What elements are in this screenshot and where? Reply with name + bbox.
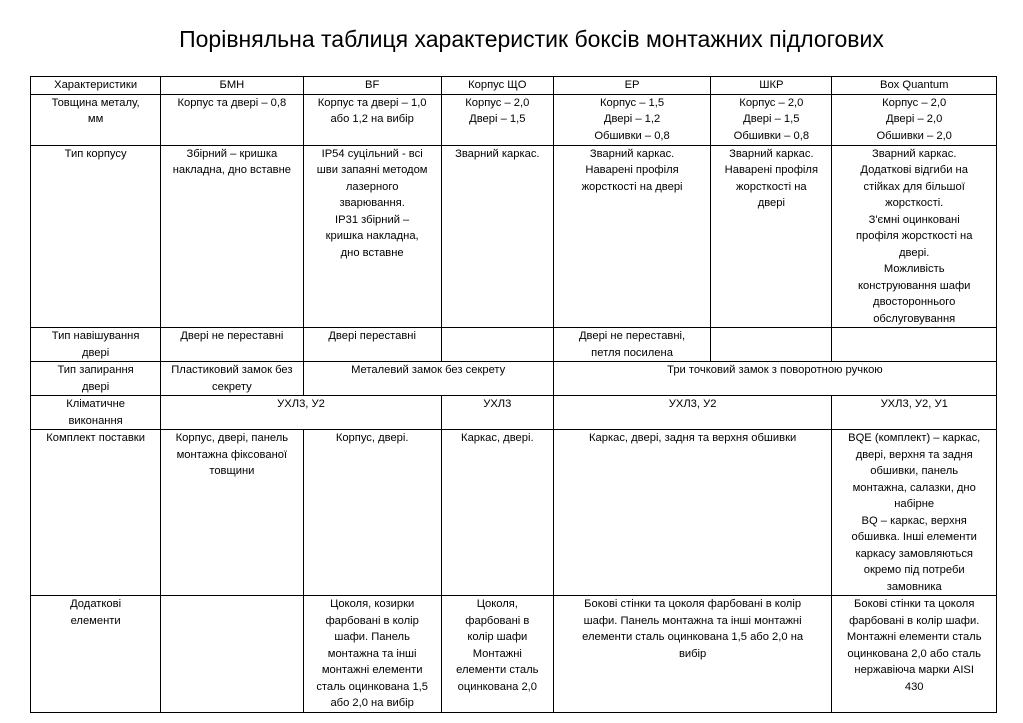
header-cell-shkr: ШКР <box>711 77 832 95</box>
cell-box-quantum: УХЛ3, У2, У1 <box>832 396 997 430</box>
cell-ep-shkr: Бокові стінки та цоколя фарбовані в колір шафи. Панель монтажна та інші монтажні елементи сталь оцинкована 1,5 або 2,0 на вибір <box>553 596 832 713</box>
cell-korpus-shcho <box>441 328 553 362</box>
cell-bmn-bf: УХЛ3, У2 <box>161 396 442 430</box>
cell-box-quantum: Зварний каркас. Додаткові відгиби на стійках для більшої жорсткості. З'ємні оцинковані профіля жорсткості на двері. Можливість конструювання шафи двостороннього обслуговування <box>832 145 997 328</box>
row-climate <box>31 396 997 430</box>
row-additional-elements <box>31 596 997 713</box>
header-cell-bmn: БМН <box>161 77 303 95</box>
cell-ep: Двері не переставні, петля посилена <box>553 328 710 362</box>
cell-bf: Корпус, двері. <box>303 430 441 596</box>
row-label: Товщина металу, мм <box>31 94 161 145</box>
cell-bf: Цоколя, козирки фарбовані в колір шафи. Панель монтажна та інші монтажні елементи сталь оцинкована 1,5 або 2,0 на вибір <box>303 596 441 713</box>
cell-bf: Двері переставні <box>303 328 441 362</box>
cell-ep: Зварний каркас. Наварені профіля жорсткості на двері <box>553 145 710 328</box>
cell-box-quantum <box>832 328 997 362</box>
cell-bmn: Двері не переставні <box>161 328 303 362</box>
cell-ep: Корпус – 1,5 Двері – 1,2 Обшивки – 0,8 <box>553 94 710 145</box>
cell-box-quantum: Бокові стінки та цоколя фарбовані в колір шафи. Монтажні елементи сталь оцинкована 2,0 або сталь нержавіюча марки AISI 430 <box>832 596 997 713</box>
row-locking-type <box>31 362 997 396</box>
cell-shkr: Зварний каркас. Наварені профіля жорсткості на двері <box>711 145 832 328</box>
header-row <box>31 77 997 95</box>
header-cell-box-quantum: Box Quantum <box>832 77 997 95</box>
cell-bmn: Пластиковий замок без секрету <box>161 362 303 396</box>
page-title: Порівняльна таблиця характеристик боксів монтажних підлогових <box>179 26 884 52</box>
cell-bmn <box>161 596 303 713</box>
cell-korpus-shcho: Цоколя, фарбовані в колір шафи Монтажні елементи сталь оцинкована 2,0 <box>441 596 553 713</box>
row-label: Тип навішування двері <box>31 328 161 362</box>
cell-korpus-shcho: Каркас, двері. <box>441 430 553 596</box>
row-label: Комплект поставки <box>31 430 161 596</box>
header-cell-korpus-shcho: Корпус ЩО <box>441 77 553 95</box>
header-cell-characteristics: Характеристики <box>31 77 161 95</box>
cell-bmn: Корпус та двері – 0,8 <box>161 94 303 145</box>
cell-korpus-shcho: Корпус – 2,0 Двері – 1,5 <box>441 94 553 145</box>
row-door-hanging <box>31 328 997 362</box>
cell-ep-shkr: УХЛ3, У2 <box>553 396 832 430</box>
cell-box-quantum: Корпус – 2,0 Двері – 2,0 Обшивки – 2,0 <box>832 94 997 145</box>
cell-bmn: Збірний – кришка накладна, дно вставне <box>161 145 303 328</box>
cell-korpus-shcho: УХЛ3 <box>441 396 553 430</box>
cell-box-quantum: BQE (комплект) – каркас, двері, верхня та задня обшивки, панель монтажна, салазки, дно набірне BQ – каркас, верхня обшивка. Інші елементи каркасу замовляються окремо під потреби замовника <box>832 430 997 596</box>
cell-ep-shkr: Каркас, двері, задня та верхня обшивки <box>553 430 832 596</box>
cell-shkr <box>711 328 832 362</box>
header-cell-ep: EP <box>553 77 710 95</box>
row-delivery-set <box>31 430 997 596</box>
row-label: Додаткові елементи <box>31 596 161 713</box>
row-label: Кліматичне виконання <box>31 396 161 430</box>
cell-bf-korpus-shcho: Металевий замок без секрету <box>303 362 553 396</box>
cell-bf: IP54 суцільний - всі шви запаяні методом лазерного зварювання. IP31 збірний – кришка накладна, дно вставне <box>303 145 441 328</box>
comparison-table <box>30 76 997 713</box>
row-label: Тип корпусу <box>31 145 161 328</box>
row-body-type <box>31 145 997 328</box>
cell-ep-shkr-box-quantum: Три точковий замок з поворотною ручкою <box>553 362 996 396</box>
cell-korpus-shcho: Зварний каркас. <box>441 145 553 328</box>
row-label: Тип запирання двері <box>31 362 161 396</box>
cell-bf: Корпус та двері – 1,0 або 1,2 на вибір <box>303 94 441 145</box>
cell-shkr: Корпус – 2,0 Двері – 1,5 Обшивки – 0,8 <box>711 94 832 145</box>
header-cell-bf: BF <box>303 77 441 95</box>
row-metal-thickness <box>31 94 997 145</box>
cell-bmn: Корпус, двері, панель монтажна фіксованої товщини <box>161 430 303 596</box>
